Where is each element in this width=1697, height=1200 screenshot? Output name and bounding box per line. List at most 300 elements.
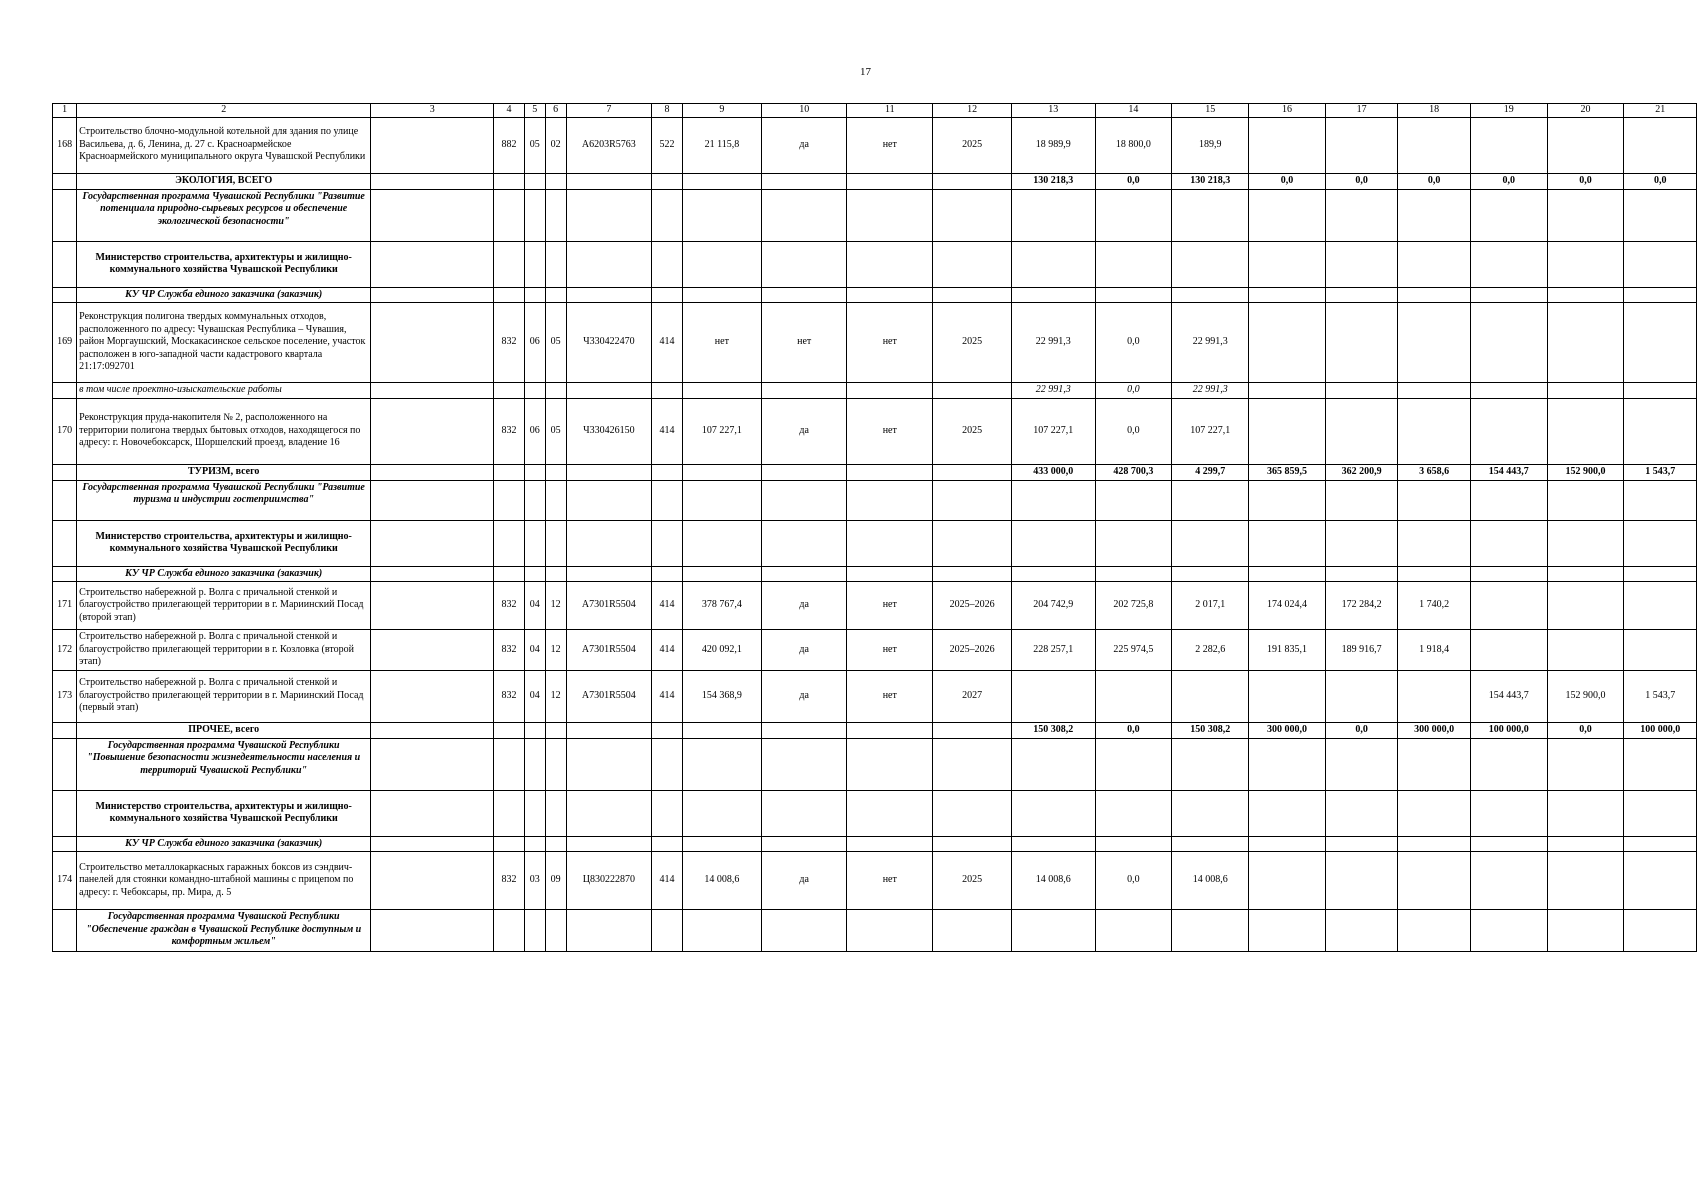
cell-col-11: нет	[847, 303, 933, 383]
row-number: 172	[53, 630, 77, 671]
cell-col-21	[1624, 738, 1697, 790]
cell-col-9	[682, 910, 761, 952]
cell-col-17	[1325, 852, 1397, 910]
cell-col-19	[1470, 582, 1547, 630]
cell-col-6	[545, 738, 566, 790]
section-total-col-20: 152 900,0	[1547, 464, 1624, 480]
cell-col-5	[524, 173, 545, 189]
cell-col-11: нет	[847, 670, 933, 722]
row-number	[53, 790, 77, 836]
cell-col-18	[1398, 117, 1470, 173]
customer-row	[53, 836, 1697, 852]
cell-col-20	[1547, 480, 1624, 520]
cell-col-9	[682, 464, 761, 480]
cell-col-7	[566, 566, 652, 582]
cell-col-7: Ц830222870	[566, 852, 652, 910]
cell-col-6	[545, 464, 566, 480]
cell-col-20	[1547, 520, 1624, 566]
cell-col-12: 2025	[933, 852, 1012, 910]
cell-col-9	[682, 566, 761, 582]
cell-col-20: 152 900,0	[1547, 670, 1624, 722]
cell-col-12: 2025	[933, 398, 1012, 464]
cell-col-18: 1 740,2	[1398, 582, 1470, 630]
cell-col-4	[494, 173, 525, 189]
cell-col-7	[566, 383, 652, 399]
cell-col-11	[847, 836, 933, 852]
cell-col-8: 414	[652, 582, 683, 630]
cell-col-21	[1624, 287, 1697, 303]
cell-col-10	[761, 566, 847, 582]
cell-col-21	[1624, 480, 1697, 520]
object-row	[53, 117, 1697, 173]
cell-col-3	[371, 189, 494, 241]
cell-col-14	[1095, 480, 1172, 520]
including-col-15: 22 991,3	[1172, 383, 1249, 399]
cell-col-3	[371, 480, 494, 520]
cell-col-16	[1249, 910, 1326, 952]
cell-col-10	[761, 383, 847, 399]
cell-col-17	[1325, 790, 1397, 836]
cell-col-12: 2025	[933, 303, 1012, 383]
column-number: 21	[1624, 104, 1697, 118]
cell-col-15: 14 008,6	[1172, 852, 1249, 910]
cell-col-15: 2 017,1	[1172, 582, 1249, 630]
section-total-col-19: 0,0	[1470, 173, 1547, 189]
cell-col-8: 522	[652, 117, 683, 173]
cell-col-21	[1624, 189, 1697, 241]
cell-col-3	[371, 722, 494, 738]
including-col-18	[1398, 383, 1470, 399]
cell-col-20	[1547, 189, 1624, 241]
cell-col-16	[1249, 398, 1326, 464]
cell-col-13	[1012, 566, 1095, 582]
cell-col-4	[494, 464, 525, 480]
cell-col-11: нет	[847, 117, 933, 173]
cell-col-8: 414	[652, 670, 683, 722]
cell-col-19	[1470, 836, 1547, 852]
column-number: 8	[652, 104, 683, 118]
cell-col-3	[371, 287, 494, 303]
cell-col-19: 154 443,7	[1470, 670, 1547, 722]
cell-col-16: 174 024,4	[1249, 582, 1326, 630]
cell-col-7: Ч330426150	[566, 398, 652, 464]
cell-col-7: Ч330422470	[566, 303, 652, 383]
cell-col-5: 06	[524, 303, 545, 383]
cell-col-6: 12	[545, 630, 566, 671]
cell-col-14	[1095, 520, 1172, 566]
cell-col-20	[1547, 852, 1624, 910]
object-name: Строительство набережной р. Волга с причальной стенкой и благоустройство прилегающей территории в г. Мариинский Посад (первый этап)	[77, 670, 371, 722]
cell-col-18: 1 918,4	[1398, 630, 1470, 671]
row-number: 173	[53, 670, 77, 722]
row-number: 168	[53, 117, 77, 173]
cell-col-10: нет	[761, 303, 847, 383]
program-title: Государственная программа Чувашской Республики "Развитие потенциала природно-сырьевых ресурсов и обеспечение экологической безопасности"	[77, 189, 371, 241]
section-total-col-20: 0,0	[1547, 173, 1624, 189]
cell-col-6: 09	[545, 852, 566, 910]
cell-col-5	[524, 241, 545, 287]
cell-col-9	[682, 738, 761, 790]
cell-col-8	[652, 241, 683, 287]
cell-col-4	[494, 722, 525, 738]
section-total-col-19: 154 443,7	[1470, 464, 1547, 480]
cell-col-11: нет	[847, 630, 933, 671]
program-row	[53, 189, 1697, 241]
cell-col-8	[652, 480, 683, 520]
cell-col-17	[1325, 480, 1397, 520]
cell-col-6: 02	[545, 117, 566, 173]
cell-col-3	[371, 117, 494, 173]
object-name: Реконструкция полигона твердых коммунальных отходов, расположенного по адресу: Чувашская Республика – Чувашия, район Моргаушский, Москакасинское сельское поселение, участок расположен в юго-западной части кадастрового квартала 21:17:092701	[77, 303, 371, 383]
page-number: 17	[860, 66, 871, 78]
cell-col-3	[371, 173, 494, 189]
column-number: 9	[682, 104, 761, 118]
cell-col-5	[524, 836, 545, 852]
cell-col-12	[933, 287, 1012, 303]
including-col-13: 22 991,3	[1012, 383, 1095, 399]
cell-col-16	[1249, 117, 1326, 173]
cell-col-5	[524, 738, 545, 790]
cell-col-15	[1172, 480, 1249, 520]
cell-col-12	[933, 480, 1012, 520]
including-col-19	[1470, 383, 1547, 399]
cell-col-4	[494, 189, 525, 241]
cell-col-8: 414	[652, 852, 683, 910]
cell-col-4: 832	[494, 630, 525, 671]
section-total-col-18: 3 658,6	[1398, 464, 1470, 480]
cell-col-3	[371, 464, 494, 480]
row-number	[53, 520, 77, 566]
cell-col-9: 154 368,9	[682, 670, 761, 722]
cell-col-11	[847, 738, 933, 790]
cell-col-5: 03	[524, 852, 545, 910]
cell-col-21: 1 543,7	[1624, 670, 1697, 722]
program-row	[53, 910, 1697, 952]
customer-row	[53, 566, 1697, 582]
cell-col-18	[1398, 480, 1470, 520]
cell-col-3	[371, 630, 494, 671]
cell-col-18	[1398, 303, 1470, 383]
column-number: 11	[847, 104, 933, 118]
column-number: 6	[545, 104, 566, 118]
row-number	[53, 241, 77, 287]
cell-col-17	[1325, 287, 1397, 303]
cell-col-20	[1547, 287, 1624, 303]
customer-name: КУ ЧР Служба единого заказчика (заказчик)	[77, 566, 371, 582]
cell-col-7	[566, 241, 652, 287]
cell-col-19	[1470, 910, 1547, 952]
cell-col-11	[847, 566, 933, 582]
cell-col-8	[652, 464, 683, 480]
cell-col-6	[545, 836, 566, 852]
cell-col-7: А6203R5763	[566, 117, 652, 173]
cell-col-17	[1325, 566, 1397, 582]
cell-col-6	[545, 173, 566, 189]
cell-col-9	[682, 520, 761, 566]
cell-col-11	[847, 722, 933, 738]
cell-col-10	[761, 836, 847, 852]
cell-col-8	[652, 520, 683, 566]
object-row	[53, 398, 1697, 464]
cell-col-14: 202 725,8	[1095, 582, 1172, 630]
cell-col-20	[1547, 566, 1624, 582]
cell-col-3	[371, 582, 494, 630]
cell-col-4	[494, 287, 525, 303]
object-row	[53, 303, 1697, 383]
cell-col-9: нет	[682, 303, 761, 383]
cell-col-17	[1325, 910, 1397, 952]
cell-col-13	[1012, 287, 1095, 303]
cell-col-16	[1249, 836, 1326, 852]
cell-col-4	[494, 836, 525, 852]
cell-col-16	[1249, 480, 1326, 520]
cell-col-6	[545, 189, 566, 241]
cell-col-18	[1398, 738, 1470, 790]
cell-col-9	[682, 173, 761, 189]
cell-col-15	[1172, 241, 1249, 287]
row-number	[53, 738, 77, 790]
cell-col-4: 832	[494, 582, 525, 630]
cell-col-14	[1095, 566, 1172, 582]
cell-col-9	[682, 790, 761, 836]
section-row	[53, 722, 1697, 738]
cell-col-12: 2025–2026	[933, 582, 1012, 630]
cell-col-12	[933, 910, 1012, 952]
cell-col-8	[652, 189, 683, 241]
cell-col-21	[1624, 852, 1697, 910]
cell-col-11	[847, 480, 933, 520]
cell-col-12	[933, 566, 1012, 582]
cell-col-3	[371, 398, 494, 464]
cell-col-7: А7301R5504	[566, 630, 652, 671]
cell-col-10	[761, 790, 847, 836]
cell-col-15	[1172, 790, 1249, 836]
cell-col-21	[1624, 630, 1697, 671]
cell-col-19	[1470, 630, 1547, 671]
investment-table	[52, 103, 1697, 952]
cell-col-5	[524, 790, 545, 836]
cell-col-5	[524, 189, 545, 241]
customer-row	[53, 287, 1697, 303]
cell-col-10	[761, 520, 847, 566]
cell-col-14	[1095, 836, 1172, 852]
section-total-col-13: 433 000,0	[1012, 464, 1095, 480]
program-row	[53, 738, 1697, 790]
cell-col-11	[847, 790, 933, 836]
cell-col-3	[371, 241, 494, 287]
cell-col-11	[847, 383, 933, 399]
cell-col-13: 107 227,1	[1012, 398, 1095, 464]
cell-col-16: 191 835,1	[1249, 630, 1326, 671]
section-total-col-18: 300 000,0	[1398, 722, 1470, 738]
section-total-col-16: 365 859,5	[1249, 464, 1326, 480]
section-total-col-13: 150 308,2	[1012, 722, 1095, 738]
cell-col-15	[1172, 287, 1249, 303]
column-number: 3	[371, 104, 494, 118]
cell-col-18	[1398, 670, 1470, 722]
cell-col-5: 04	[524, 582, 545, 630]
cell-col-3	[371, 566, 494, 582]
cell-col-13	[1012, 480, 1095, 520]
cell-col-19	[1470, 398, 1547, 464]
column-number: 2	[77, 104, 371, 118]
cell-col-5	[524, 383, 545, 399]
cell-col-8	[652, 910, 683, 952]
customer-name: КУ ЧР Служба единого заказчика (заказчик)	[77, 836, 371, 852]
cell-col-18	[1398, 241, 1470, 287]
cell-col-15	[1172, 738, 1249, 790]
program-title: Государственная программа Чувашской Республики "Обеспечение граждан в Чувашской Республике доступным и комфортным жильем"	[77, 910, 371, 952]
cell-col-17	[1325, 241, 1397, 287]
row-number	[53, 480, 77, 520]
cell-col-16	[1249, 790, 1326, 836]
cell-col-5: 04	[524, 630, 545, 671]
cell-col-20	[1547, 582, 1624, 630]
cell-col-20	[1547, 241, 1624, 287]
cell-col-20	[1547, 398, 1624, 464]
ministry-name: Министерство строительства, архитектуры и жилищно-коммунального хозяйства Чувашской Республики	[77, 241, 371, 287]
cell-col-21	[1624, 910, 1697, 952]
ministry-row	[53, 520, 1697, 566]
cell-col-19	[1470, 566, 1547, 582]
cell-col-6	[545, 480, 566, 520]
cell-col-21	[1624, 398, 1697, 464]
row-number	[53, 173, 77, 189]
cell-col-19	[1470, 303, 1547, 383]
cell-col-7	[566, 173, 652, 189]
row-number	[53, 383, 77, 399]
cell-col-6	[545, 520, 566, 566]
cell-col-8	[652, 836, 683, 852]
object-row	[53, 670, 1697, 722]
cell-col-10: да	[761, 582, 847, 630]
cell-col-4: 832	[494, 670, 525, 722]
cell-col-14: 225 974,5	[1095, 630, 1172, 671]
row-number	[53, 722, 77, 738]
cell-col-13: 204 742,9	[1012, 582, 1095, 630]
section-title: ТУРИЗМ, всего	[77, 464, 371, 480]
column-number: 7	[566, 104, 652, 118]
cell-col-11	[847, 520, 933, 566]
cell-col-21	[1624, 520, 1697, 566]
cell-col-5	[524, 566, 545, 582]
column-number: 18	[1398, 104, 1470, 118]
cell-col-9: 378 767,4	[682, 582, 761, 630]
cell-col-3	[371, 738, 494, 790]
section-total-col-18: 0,0	[1398, 173, 1470, 189]
cell-col-10	[761, 738, 847, 790]
cell-col-19	[1470, 189, 1547, 241]
cell-col-8	[652, 790, 683, 836]
cell-col-14	[1095, 287, 1172, 303]
cell-col-4	[494, 738, 525, 790]
cell-col-19	[1470, 241, 1547, 287]
cell-col-8	[652, 287, 683, 303]
cell-col-7	[566, 480, 652, 520]
cell-col-3	[371, 910, 494, 952]
cell-col-21	[1624, 241, 1697, 287]
column-number-row	[53, 104, 1697, 118]
cell-col-4	[494, 480, 525, 520]
incl-row	[53, 383, 1697, 399]
object-row	[53, 582, 1697, 630]
cell-col-5: 04	[524, 670, 545, 722]
cell-col-15: 107 227,1	[1172, 398, 1249, 464]
cell-col-17: 172 284,2	[1325, 582, 1397, 630]
cell-col-18	[1398, 566, 1470, 582]
cell-col-17	[1325, 303, 1397, 383]
cell-col-18	[1398, 287, 1470, 303]
including-col-17	[1325, 383, 1397, 399]
cell-col-10	[761, 480, 847, 520]
cell-col-17	[1325, 670, 1397, 722]
cell-col-12	[933, 836, 1012, 852]
cell-col-11: нет	[847, 582, 933, 630]
cell-col-8	[652, 173, 683, 189]
column-number: 4	[494, 104, 525, 118]
cell-col-4: 882	[494, 117, 525, 173]
section-total-col-19: 100 000,0	[1470, 722, 1547, 738]
cell-col-12	[933, 173, 1012, 189]
cell-col-19	[1470, 520, 1547, 566]
including-col-14: 0,0	[1095, 383, 1172, 399]
cell-col-12	[933, 189, 1012, 241]
cell-col-9: 107 227,1	[682, 398, 761, 464]
cell-col-3	[371, 303, 494, 383]
cell-col-13	[1012, 520, 1095, 566]
column-number: 14	[1095, 104, 1172, 118]
cell-col-7	[566, 910, 652, 952]
cell-col-8: 414	[652, 630, 683, 671]
cell-col-18	[1398, 398, 1470, 464]
cell-col-10: да	[761, 117, 847, 173]
section-total-col-21: 100 000,0	[1624, 722, 1697, 738]
cell-col-12: 2027	[933, 670, 1012, 722]
cell-col-5: 05	[524, 117, 545, 173]
cell-col-15: 22 991,3	[1172, 303, 1249, 383]
column-number: 5	[524, 104, 545, 118]
cell-col-7	[566, 464, 652, 480]
row-number: 170	[53, 398, 77, 464]
column-number: 12	[933, 104, 1012, 118]
cell-col-4	[494, 241, 525, 287]
column-number: 10	[761, 104, 847, 118]
section-total-col-17: 362 200,9	[1325, 464, 1397, 480]
cell-col-17	[1325, 520, 1397, 566]
cell-col-7	[566, 520, 652, 566]
cell-col-4	[494, 790, 525, 836]
cell-col-6	[545, 722, 566, 738]
cell-col-19	[1470, 480, 1547, 520]
cell-col-14	[1095, 790, 1172, 836]
cell-col-3	[371, 852, 494, 910]
row-number	[53, 566, 77, 582]
cell-col-12	[933, 241, 1012, 287]
cell-col-15	[1172, 520, 1249, 566]
object-row	[53, 630, 1697, 671]
cell-col-16	[1249, 566, 1326, 582]
cell-col-6	[545, 383, 566, 399]
cell-col-20	[1547, 630, 1624, 671]
cell-col-8: 414	[652, 303, 683, 383]
cell-col-16	[1249, 287, 1326, 303]
cell-col-14: 0,0	[1095, 303, 1172, 383]
section-total-col-15: 4 299,7	[1172, 464, 1249, 480]
column-number: 20	[1547, 104, 1624, 118]
section-total-col-17: 0,0	[1325, 722, 1397, 738]
cell-col-16	[1249, 241, 1326, 287]
cell-col-10	[761, 464, 847, 480]
